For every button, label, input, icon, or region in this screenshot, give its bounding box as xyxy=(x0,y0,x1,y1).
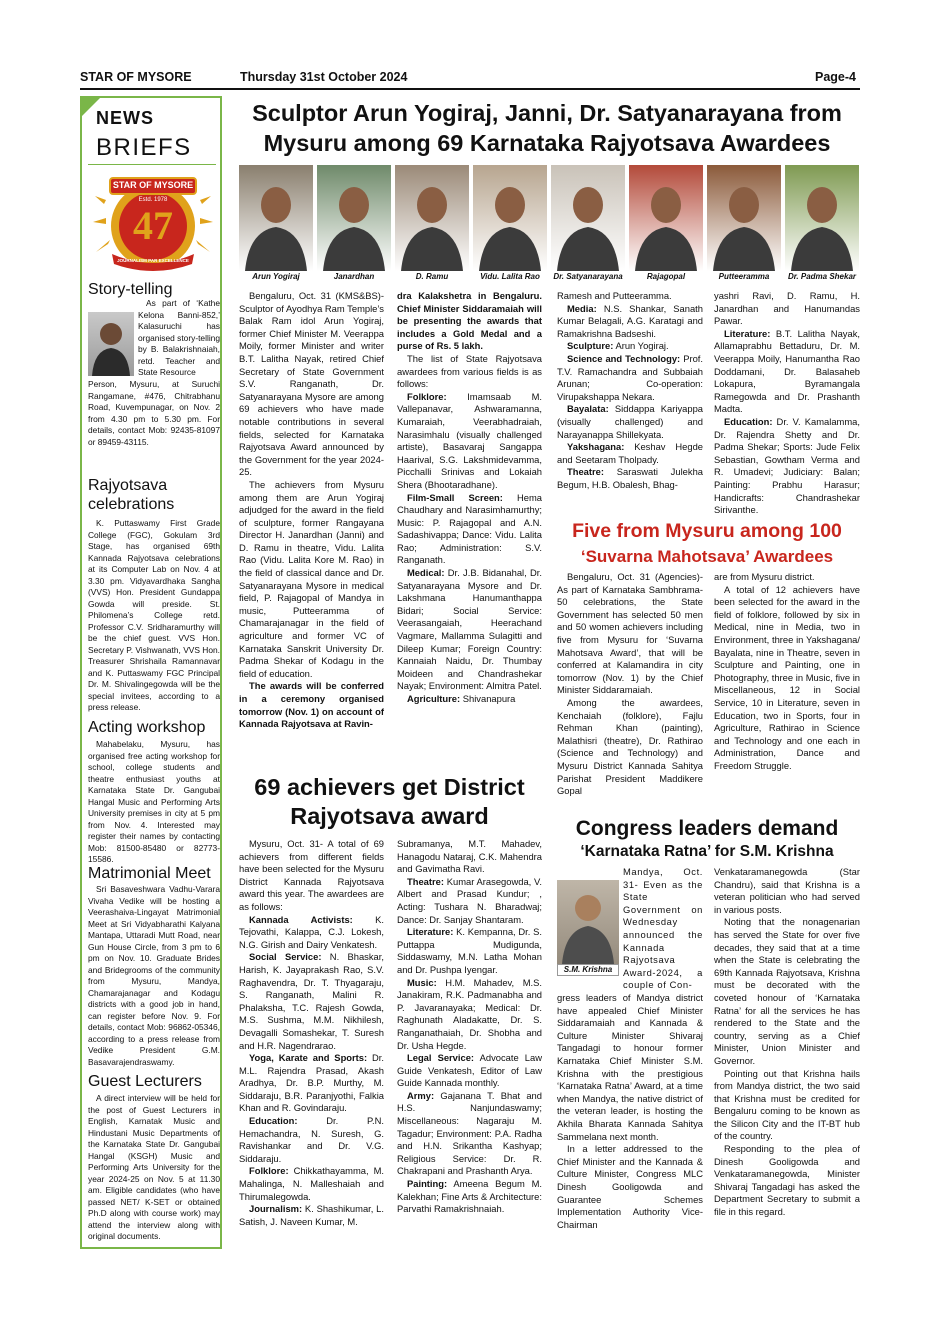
photo-caption: Dr. Padma Shekar xyxy=(787,272,857,281)
header-rule xyxy=(80,88,860,90)
paragraph: Kannada Activists: K. Tejovathi, Kalappa, C.J. Lokesh, N.G. Girish and Dairy Venkatesh. xyxy=(239,913,384,950)
paragraph: Painting: Ameena Begum M. Kalekhan; Fine Arts & Architecture: Parvathi Ramakrishnaiah. xyxy=(397,1178,542,1215)
story4-column-2 xyxy=(714,866,860,1219)
paragraph: Science and Technology: Prof. T.V. Ramachandra and Subbaiah Arunan; Co-operation: Virupakshappa Nekara. xyxy=(557,352,703,402)
photo-caption: Arun Yogiraj xyxy=(252,272,300,281)
brief-heading: Story-telling xyxy=(88,281,173,298)
brief-body: Person, Mysuru, at Suruchi Rangamane, #476, Chitrabhanu Road, Kuvempunagar, on Nov. 2 from 4.30 pm to 5.30 pm. For details, contact Mob: 92435-81097 or 89459-43115. xyxy=(88,379,220,447)
portrait-icon xyxy=(707,165,781,271)
awardee-photo xyxy=(707,165,781,271)
brief-photo-balakrishnaiah xyxy=(88,312,134,376)
awardee-photo xyxy=(239,165,313,271)
story3-column-2 xyxy=(397,838,542,1216)
paragraph: Sculpture: Arun Yogiraj. xyxy=(567,340,669,352)
awardee-photo xyxy=(785,165,859,271)
portrait-icon xyxy=(317,165,391,271)
portrait-icon xyxy=(88,312,134,376)
photo-caption: Vidu. Lalita Rao xyxy=(480,272,540,281)
paragraph: Education: Dr. P.N. Hemachandra, N. Suresh, G. Ravishankar and Dr. V.G. Siddaraju. xyxy=(239,1115,384,1164)
logo-est: Estd. 1978 xyxy=(138,197,168,203)
awardee-photo xyxy=(395,165,469,271)
story1-column-2 xyxy=(397,290,542,706)
paragraph: Bayalata: Siddappa Kariyappa (visually challenged) and Narayanappa Shillekyata. xyxy=(557,403,703,440)
paragraph: Legal Service: Advocate Law Guide Venkatesh, Editor of Law Guide Kannada monthly. xyxy=(397,1052,542,1089)
brief-body: As part of ‘Kathe Kelona Banni-852,’ Kalasuruchi has organised story-telling by B. Balakrishnaiah, retd. Teacher and State Resource xyxy=(138,298,220,377)
paragraph: Among the awardees, Kenchaiah (folklore), Fajlu Rehman Khan (painting), Malathisri (theatre), Dr. Rathirao (Science and Technology) and Mysuru District Kannada Sahitya Parishat President Maddikere Gopal xyxy=(557,696,703,797)
headline-line: 69 achievers get District xyxy=(254,774,525,800)
brief-body: Sri Basaveshwara Vadhu-Varara Vivaha Vedike will be hosting a Veerashaiva-Lingayat Matrimonial Meet at Sri Vidyabharathi Kalyana Mantapa, Uttaradi Mutt Road, near Gun House Circle, from 3 pm to 6 pm on Nov. 10. Graduate Brides and Bridegrooms of the community from Mysuru, Mandya, Chamarajanagar and Kodagu districts with a good job in hand, can register before Nov. 9. For details, contact Mob: 96862-05346, according to a press release from Vedike President G.M. Basavarajendraswamy. xyxy=(88,884,220,1067)
story1-column-1 xyxy=(239,290,384,731)
paragraph: Agriculture: Shivanapura xyxy=(407,693,516,704)
awardee-photo xyxy=(473,165,547,271)
photo-caption: S.M. Krishna xyxy=(557,964,619,976)
portrait-icon xyxy=(473,165,547,271)
sidebar-title-briefs: BRIEFS xyxy=(96,134,192,161)
paragraph: Folklore: Imamsaab M. Vallepanavar, Ashwaramanna, Kumaraiah, Veerabhadraiah, Narasimhalu (visually challenged artiste), Basavaraj Sangappa Haarival, S.G. Lakshmidevamma, Picchalli Srinivas and Lokaiah Shera (Bhootaradhane). xyxy=(397,390,542,490)
photo-caption: Rajagopal xyxy=(646,272,686,281)
paragraph: The awards will be conferred in a ceremony organised tomorrow (Nov. 1) on account of Kannada Rajyotsava at Ravin- xyxy=(239,680,384,730)
paragraph: Folklore: Chikkathayamma, M. Mahalinga, N. Malleshaiah and Thirumalegowda. xyxy=(239,1165,384,1202)
paragraph: The list of State Rajyotsava awardees from various fields is as follows: xyxy=(397,352,542,390)
story4-wrap-text xyxy=(623,866,703,992)
paragraph: Subramanya, M.T. Mahadev, Hanagodu Nataraj, C.K. Mahendra and Gavimatha Ravi. xyxy=(397,838,542,875)
brief-heading: Guest Lecturers xyxy=(88,1073,202,1090)
paragraph: Education: Dr. V. Kamalamma, Dr. Rajendra Shetty and Dr. Padma Shekar; Sports: Jude Felix Sebastian, Gowtham Verma and R. Umadevi; Judiciary: Balan; Painting: Prabhu Harasur; Handicrafts: Chandrashekar Sirivanthe. xyxy=(714,415,860,516)
paragraph: Theatre: Saraswati Julekha Begum, H.B. Obalesh, Bhag- xyxy=(557,466,703,490)
portrait-icon xyxy=(785,165,859,271)
headline-line: Congress leaders demand xyxy=(575,817,839,840)
paragraph: Music: H.M. Mahadev, M.S. Janakiram, R.K. Padmanabha and P. Javaranayaka; Medical: Dr. Raghunath Aladakatte, Dr. S. Ranganathaiah, Dr. Shobha and Dr. Usha Hegde. xyxy=(397,976,542,1051)
story4-column-1 xyxy=(557,992,703,1231)
paragraph: dra Kalakshetra in Bengaluru. Chief Minister Siddaramaiah will be presenting the awards that includes a Gold Medal and a purse of Rs. 5 lakh. xyxy=(397,290,542,352)
photo-caption: Janardhan xyxy=(333,272,375,281)
paragraph: In a letter addressed to the Chief Minister and the Kannada & Culture Minister, Congress MLC Dinesh Gooligowda and Guarantee Schemes Implementation Authority Vice-Chairman xyxy=(557,1143,703,1230)
publication-name: STAR OF MYSORE xyxy=(80,70,192,84)
paragraph: Bengaluru, Oct. 31 (Agencies)- As part of Karnataka Sambhrama-50 celebrations, the State Government has selected 50 men and 50 women achievers including five from Mysuru for ‘Suvarna Mahotsava Award’, that will be conferred at Kalamandira in city tomorrow (Nov. 1) by the Chief Minister Siddaramaiah. xyxy=(557,571,703,696)
news-briefs-sidebar xyxy=(80,96,222,1249)
paragraph: Mandya, Oct. 31- Even as the State Government on Wednesday announced the Kannada Rajyotsava Award-2024, a couple of Con- xyxy=(623,866,703,991)
portrait-icon xyxy=(557,880,619,964)
headline-line: ‘Suvarna Mahotsava’ Awardees xyxy=(580,547,834,566)
portrait-icon xyxy=(551,165,625,271)
logo-number: 47 xyxy=(133,203,173,248)
story2-headline xyxy=(552,518,862,570)
story3-column-1 xyxy=(239,838,384,1228)
paragraph: Theatre: Kumar Arasegowda, V. Albert and Prasad Kundur; , Acting: Tushara N. Bharadwaj; Dance: Dr. Sanjay Shantaram. xyxy=(397,875,542,925)
paragraph: Ramesh and Putteeramma. xyxy=(557,290,672,301)
paragraph: yashri Ravi, D. Ramu, H. Janardhan and Hanumandas Pawar. xyxy=(714,290,860,327)
paragraph: gress leaders of Mandya district have appealed Chief Minister Siddaramaiah and Kannada & Culture Minister Shivaraj Tangadagi to honour former Karnataka Chief Minister S.M. Krishna with the prestigious ‘Karnataka Ratna’ Award, at a time when Mandya, the native district of the veteran leader, is hosting the Akhila Bharata Kannada Sahitya Sammelana next month. xyxy=(557,992,703,1142)
brief-body: A direct interview will be held for the post of Guest Lecturers in English, Karnatak Music and Hindustani Music Departments of the Karnataka State Dr. Gangubai Hangal (KSGH) Music and Performing Arts University for the year 2024-25 on Nov. 5 at 11.30 am. Eligible candidates (who have passed NET/ K-SET or obtained Ph.D along with course work) may attend the interview along with original documents. xyxy=(88,1093,220,1241)
headline-line: Five from Mysuru among 100 xyxy=(572,520,842,542)
paragraph: Social Service: N. Bhaskar, Harish, K. Jayaprakash Rao, S.V. Raghavendra, Dr. T. Thyagaraju, S. Ranganath, Malini R. Phalaksha, T.C. Rajesh Gowda, M.S. Sushma, M.M. Nikhilesh, Devagalli Somashekar, T. Suresh and H.R. Nagendrarao. xyxy=(239,951,384,1051)
paragraph: Journalism: K. Shashikumar, L. Satish, J. Naveen Kumar, M. xyxy=(239,1203,384,1227)
photo-caption: Putteeramma xyxy=(718,272,770,281)
paragraph: Yoga, Karate and Sports: Dr. M.L. Rajendra Prasad, Akash Aradhya, Dr. B.P. Murthy, M. Siddaraju, B.R. Paranjyothi, Falkia Khan and R. Govindaraju. xyxy=(239,1052,384,1114)
paragraph: Bengaluru, Oct. 31 (KMS&BS)- Sculptor of Ayodhya Ram Temple’s Balak Ram idol Arun Yogiraj, former Chief Minister M. Veerappa Moily, former Minister and writer B.T. Lalitha Nayak, retired Chief Secretary of State Government S.V. Ranganath, Dr. Satyanarayana Mysore are among 69 achievers who have made notable contributions in several fields, selected for Karnataka Rajyotsava Award announced by the Government for the year 2024-25. xyxy=(239,290,384,478)
photo-caption: D. Ramu xyxy=(415,272,449,281)
awardee-photo xyxy=(629,165,703,271)
story1-column-3 xyxy=(557,290,703,492)
paragraph: Mysuru, Oct. 31- A total of 69 achievers from different fields have been selected for the Mysuru District Kannada Rajyotsava award this year. The awardees are as follows: xyxy=(239,838,384,912)
brief-heading: Acting workshop xyxy=(88,719,206,736)
anniversary-logo xyxy=(92,174,214,274)
portrait-icon xyxy=(629,165,703,271)
page-number: Page-4 xyxy=(815,70,856,84)
brief-body: Mahabelaku, Mysuru, has organised free acting workshop for school, college students and theatre enthusiast youths at Karnataka State Dr. Gangubai Hangal Music and Performing Arts University premises in city at 5 pm from Nov. 4. Interested may register their names by contacting Mob: 81500-85480 or 82773-15586. xyxy=(88,739,220,864)
logo-ring-text: STAR OF MYSORE xyxy=(112,180,194,190)
paragraph: are from Mysuru district. xyxy=(714,571,815,582)
story4-headline xyxy=(552,816,862,862)
story1-headline xyxy=(232,98,862,158)
paragraph: Literature: B.T. Lalitha Nayak, Allamaprabhu Bettaduru, Dr. M. Veerappa Moily, Hanumantha Rao Doddamani, Dr. Balasaheb Lokapura, Byramangala Ramegowda and Dr. Prashanth Madta. xyxy=(714,327,860,415)
brief-heading: Rajyotsava celebrations xyxy=(88,477,175,513)
paragraph: Army: Gajanana T. Bhat and H.S. Nanjundaswamy; Miscellaneous: Nagaraju M. Tagadur; Environment: P.A. Radha and H.N. Srikantha Kashyap; Religious Service: Dr. R. Chakrapani and Prashanth Arya. xyxy=(397,1089,542,1177)
paragraph: A total of 12 achievers have been selected for the award in the field of folklore, followed by six in Medical, nine in Media, two in Environment, three in Yakshagana/ Bayalata, nine in Theatre, seven in Sculpture and Painting, one in Photography, three in Music, five in Miscellaneous, 12 in Social Service, 10 in Literature, seven in Education, two in Sports, four in Agriculture, Rathirao in Science and Technology and one each in Administration, Dance and Freedom Struggle. xyxy=(714,583,860,771)
story2-column-1 xyxy=(557,571,703,798)
headline-line: Rajyotsava award xyxy=(290,803,489,829)
awardee-photo xyxy=(551,165,625,271)
story2-column-2 xyxy=(714,571,860,773)
portrait-icon xyxy=(395,165,469,271)
paragraph: The achievers from Mysuru among them are Arun Yogiraj adjudged for the award in the field of sculpture, former Rangayana Director H. Janardhan (Janni) and D. Ramu in theatre, Vidu. Lalita Rao (Vidu. Lalita Kore M. Rao) in the field of classical dance and Dr. Satyanarayana Mysore in medical field, P. Rajagopal of Mandya in music, Putteeramma of Chamarajanagar in the field of agriculture and former VC of Karnataka Sanskrit University Dr. Padma Shekar of Kodagu in the field of education. xyxy=(239,478,384,679)
headline-line: Sculptor Arun Yogiraj, Janni, Dr. Satyanarayana from xyxy=(252,100,842,126)
awardee-photo xyxy=(317,165,391,271)
headline-line: ‘Karnataka Ratna’ for S.M. Krishna xyxy=(580,843,834,860)
logo-motto: JOURNALISM PAR EXCELLENCE xyxy=(117,258,189,263)
story3-headline xyxy=(232,773,547,831)
headline-line: Mysuru among 69 Karnataka Rajyotsava Awardees xyxy=(263,130,831,156)
paragraph: Responding to the plea of Dinesh Gooligowda and Venkataramanegowda, Minister Shivaraj Tangadagi has asked the Department Secretary to submit a file in this regard. xyxy=(714,1143,860,1218)
paragraph: Literature: K. Kempanna, Dr. S. Puttappa Mudigunda, Siddaswamy, M.N. Latha Mohan and Dr. Pushpa Iyengar. xyxy=(397,926,542,975)
paragraph: Venkataramanegowda (Star Chandru), said that Krishna is a veteran politician who had served in various posts. xyxy=(714,866,860,915)
paragraph: Film-Small Screen: Hema Chaudhary and Narasimhamurthy; Music: P. Rajagopal and A.N. Sadashivappa; Dance: Vidu. Lalita Rao; Administration: S.V. Ranganath. xyxy=(397,491,542,566)
paragraph: Noting that the nonagenarian has served the State for over five decades, they said that at a time when the State is celebrating the 69th Kannada Rajyotsava, Krishna must be decorated with the coveted honour of ‘Karnataka Ratna’ for all the services he has rendered to the State and the country, serving as a Chief Minister, Union Minister and Governor. xyxy=(714,916,860,1066)
paragraph: Media: N.S. Shankar, Sanath Kumar Belagali, A.G. Karatagi and Ramakrishna Badseshi. xyxy=(557,302,703,339)
story1-column-4 xyxy=(714,290,860,517)
paragraph: Medical: Dr. J.B. Bidanahal, Dr. Satyanarayana Mysore and Dr. Lakshmana Hanumanthappa Bidari; Social Service: Veerasangaiah, Heerachand Vagmare, Mallamma Sulagitti and Dileep Kumar; Foreign Country: Kannaiah Naidu, Dr. Thumbay Moideen and Chandrashekar Nayak; Environment: Almitra Patel. xyxy=(397,567,542,692)
brief-body: K. Puttaswamy First Grade College (FGC), Gokulam 3rd Stage, has organised 69th Kannada Rajyotsava celebrations at its Computer Lab on Nov. 4 at 3.30 pm. Vidyavardhaka Sangha (VVS) Hon. President Gundappa Gowda will preside. St. Philomena’s College retd. Professor C.V. Sridharamurthy will be the chief guest. VVS Hon. Secretary P. Vishwanath, VVS Hon. Treasurer Shrishaila Ramannavar and K. Puttaswamy FGC Principal Dr. M. Shivalingegowda will be the special invitees, according to a press release. xyxy=(88,518,220,712)
brief-heading: Matrimonial Meet xyxy=(88,865,211,882)
photo-caption: Dr. Satyanarayana xyxy=(553,272,623,281)
paragraph: Pointing out that Krishna hails from Mandya district, the two said that Krishna must be credited for Bengaluru coming to be known as the Silicon City and the IT-BT hub of the country. xyxy=(714,1067,860,1142)
sidebar-divider xyxy=(88,164,216,165)
paragraph: Yakshagana: Keshav Hegde and Seetaram Tholpady. xyxy=(557,441,703,465)
sidebar-title-news: NEWS xyxy=(96,108,154,128)
portrait-icon xyxy=(239,165,313,271)
krishna-photo xyxy=(557,880,619,976)
issue-date: Thursday 31st October 2024 xyxy=(240,70,408,84)
